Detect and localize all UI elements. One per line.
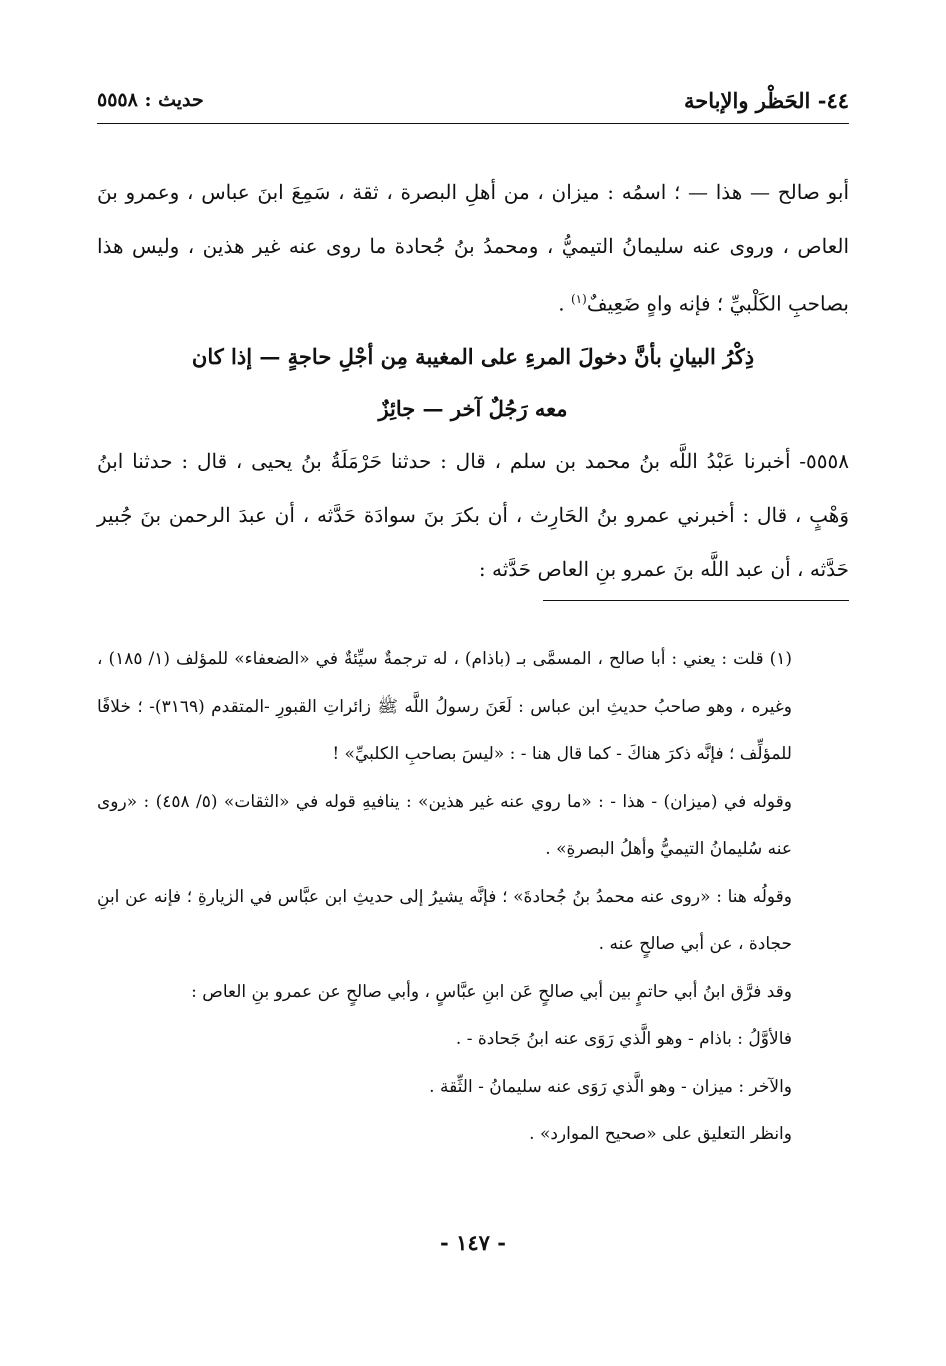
hadith-reference: حديث : ٥٥٥٨ (97, 89, 204, 111)
footnote-separator (543, 600, 849, 601)
heading-line-2: معه رَجُلٌ آخر — جائِزٌ (378, 396, 568, 422)
running-header (97, 82, 849, 118)
page-number: - ١٤٧ - (440, 1230, 506, 1255)
footnote-note-7: وانظر التعليق على «صحيح الموارد» . (529, 1124, 792, 1144)
footnote-1: (١) قلت : يعني : أبا صالح ، المسمَّى بـ (باذام) ، له ترجمةٌ سيِّئةٌ في «الضعفاء» للمؤلف (١/ ١٨٥) ، وغيره ، وهو صاحبُ حديثِ ابن عباس : لَعَنَ رسولُ اللَّه ﷺ زائراتِ القبورِ -المتقدم (٣١٦٩)- ؛ خلافًا للمؤلِّف ؛ فإنَّه ذكرَ هناكَ - كما قال هنا - : «ليسَ بصاحبِ الكلبيِّ» ! (97, 649, 792, 764)
main-text (97, 166, 849, 596)
narrator-paragraph (97, 166, 849, 331)
footnote-note-4: وقد فرَّق ابنُ أبي حاتمٍ بين أبي صالحٍ عَن ابنِ عبَّاسٍ ، وأبي صالحٍ عن عمرو بنِ العاص : (191, 981, 792, 1002)
footnote-note-5: فالأوَّلُ : باذام - وهو الَّذي رَوَى عنه ابنُ جَحادة - . (455, 1029, 792, 1049)
heading-line-1: ذِكْرُ البيانِ بأنَّ دخولَ المرءِ على المغيبة مِن أجْلِ حاجةٍ — إذا كان (191, 344, 755, 370)
footnote-note-3: وقولُه هنا : «روى عنه محمدُ بنُ جُحادةَ» ؛ فإنَّه يشيرُ إلى حديثِ ابن عبَّاس في الزيارةِ ؛ فإنه عن ابنِ حجادة ، عن أبي صالحٍ عنه . (97, 886, 792, 954)
footnote-note-6: والآخر : ميزان - وهو الَّذي رَوَى عنه سليمانُ - الثِّقة . (429, 1076, 792, 1097)
section-heading (97, 331, 849, 435)
footnotes (97, 636, 849, 1159)
narrator-text: أبو صالح — هذا — ؛ اسمُه : ميزان ، من أهلِ البصرة ، ثقة ، سَمِعَ ابنَ عباس ، وعمرو بنَ العاص ، وروى عنه سليمانُ التيميُّ ، ومحمدُ بنُ جُحادة ما روى عنه غير هذين ، وليس هذا بصاحبِ الكَلْبيِّ ؛ فإنه واهٍ ضَعِيفٌ (97, 180, 849, 316)
hadith-chain: ٥٥٥٨- أخبرنا عَبْدُ اللَّه بنُ محمد بن سلم ، قال : حدثنا حَرْمَلَةُ بنُ يحيى ، قال : حدثنا ابنُ وَهْبٍ ، قال : أخبرني عمرو بنُ الحَارِث ، أن بكرَ بنَ سوادَة حَدَّثه ، أن عبدَ الرحمن بنَ جُبير حَدَّثه ، أن عبد اللَّه بنَ عمرو بنِ العاص حَدَّثه : (97, 449, 849, 581)
footnote-note-2: وقوله في (ميزان) - هذا - : «ما روي عنه غير هذين» : ينافيهِ قوله في «الثقات» (٥/ ٤٥٨) : «روى عنه سُليمانُ التيميُّ وأهلُ البصرةِ» . (97, 791, 792, 859)
header-rule (97, 123, 849, 124)
footnote-marker: (١) (570, 292, 587, 307)
chapter-title: ٤٤- الحَظْر والإباحة (684, 87, 849, 113)
narrator-text-end: . (558, 291, 571, 316)
